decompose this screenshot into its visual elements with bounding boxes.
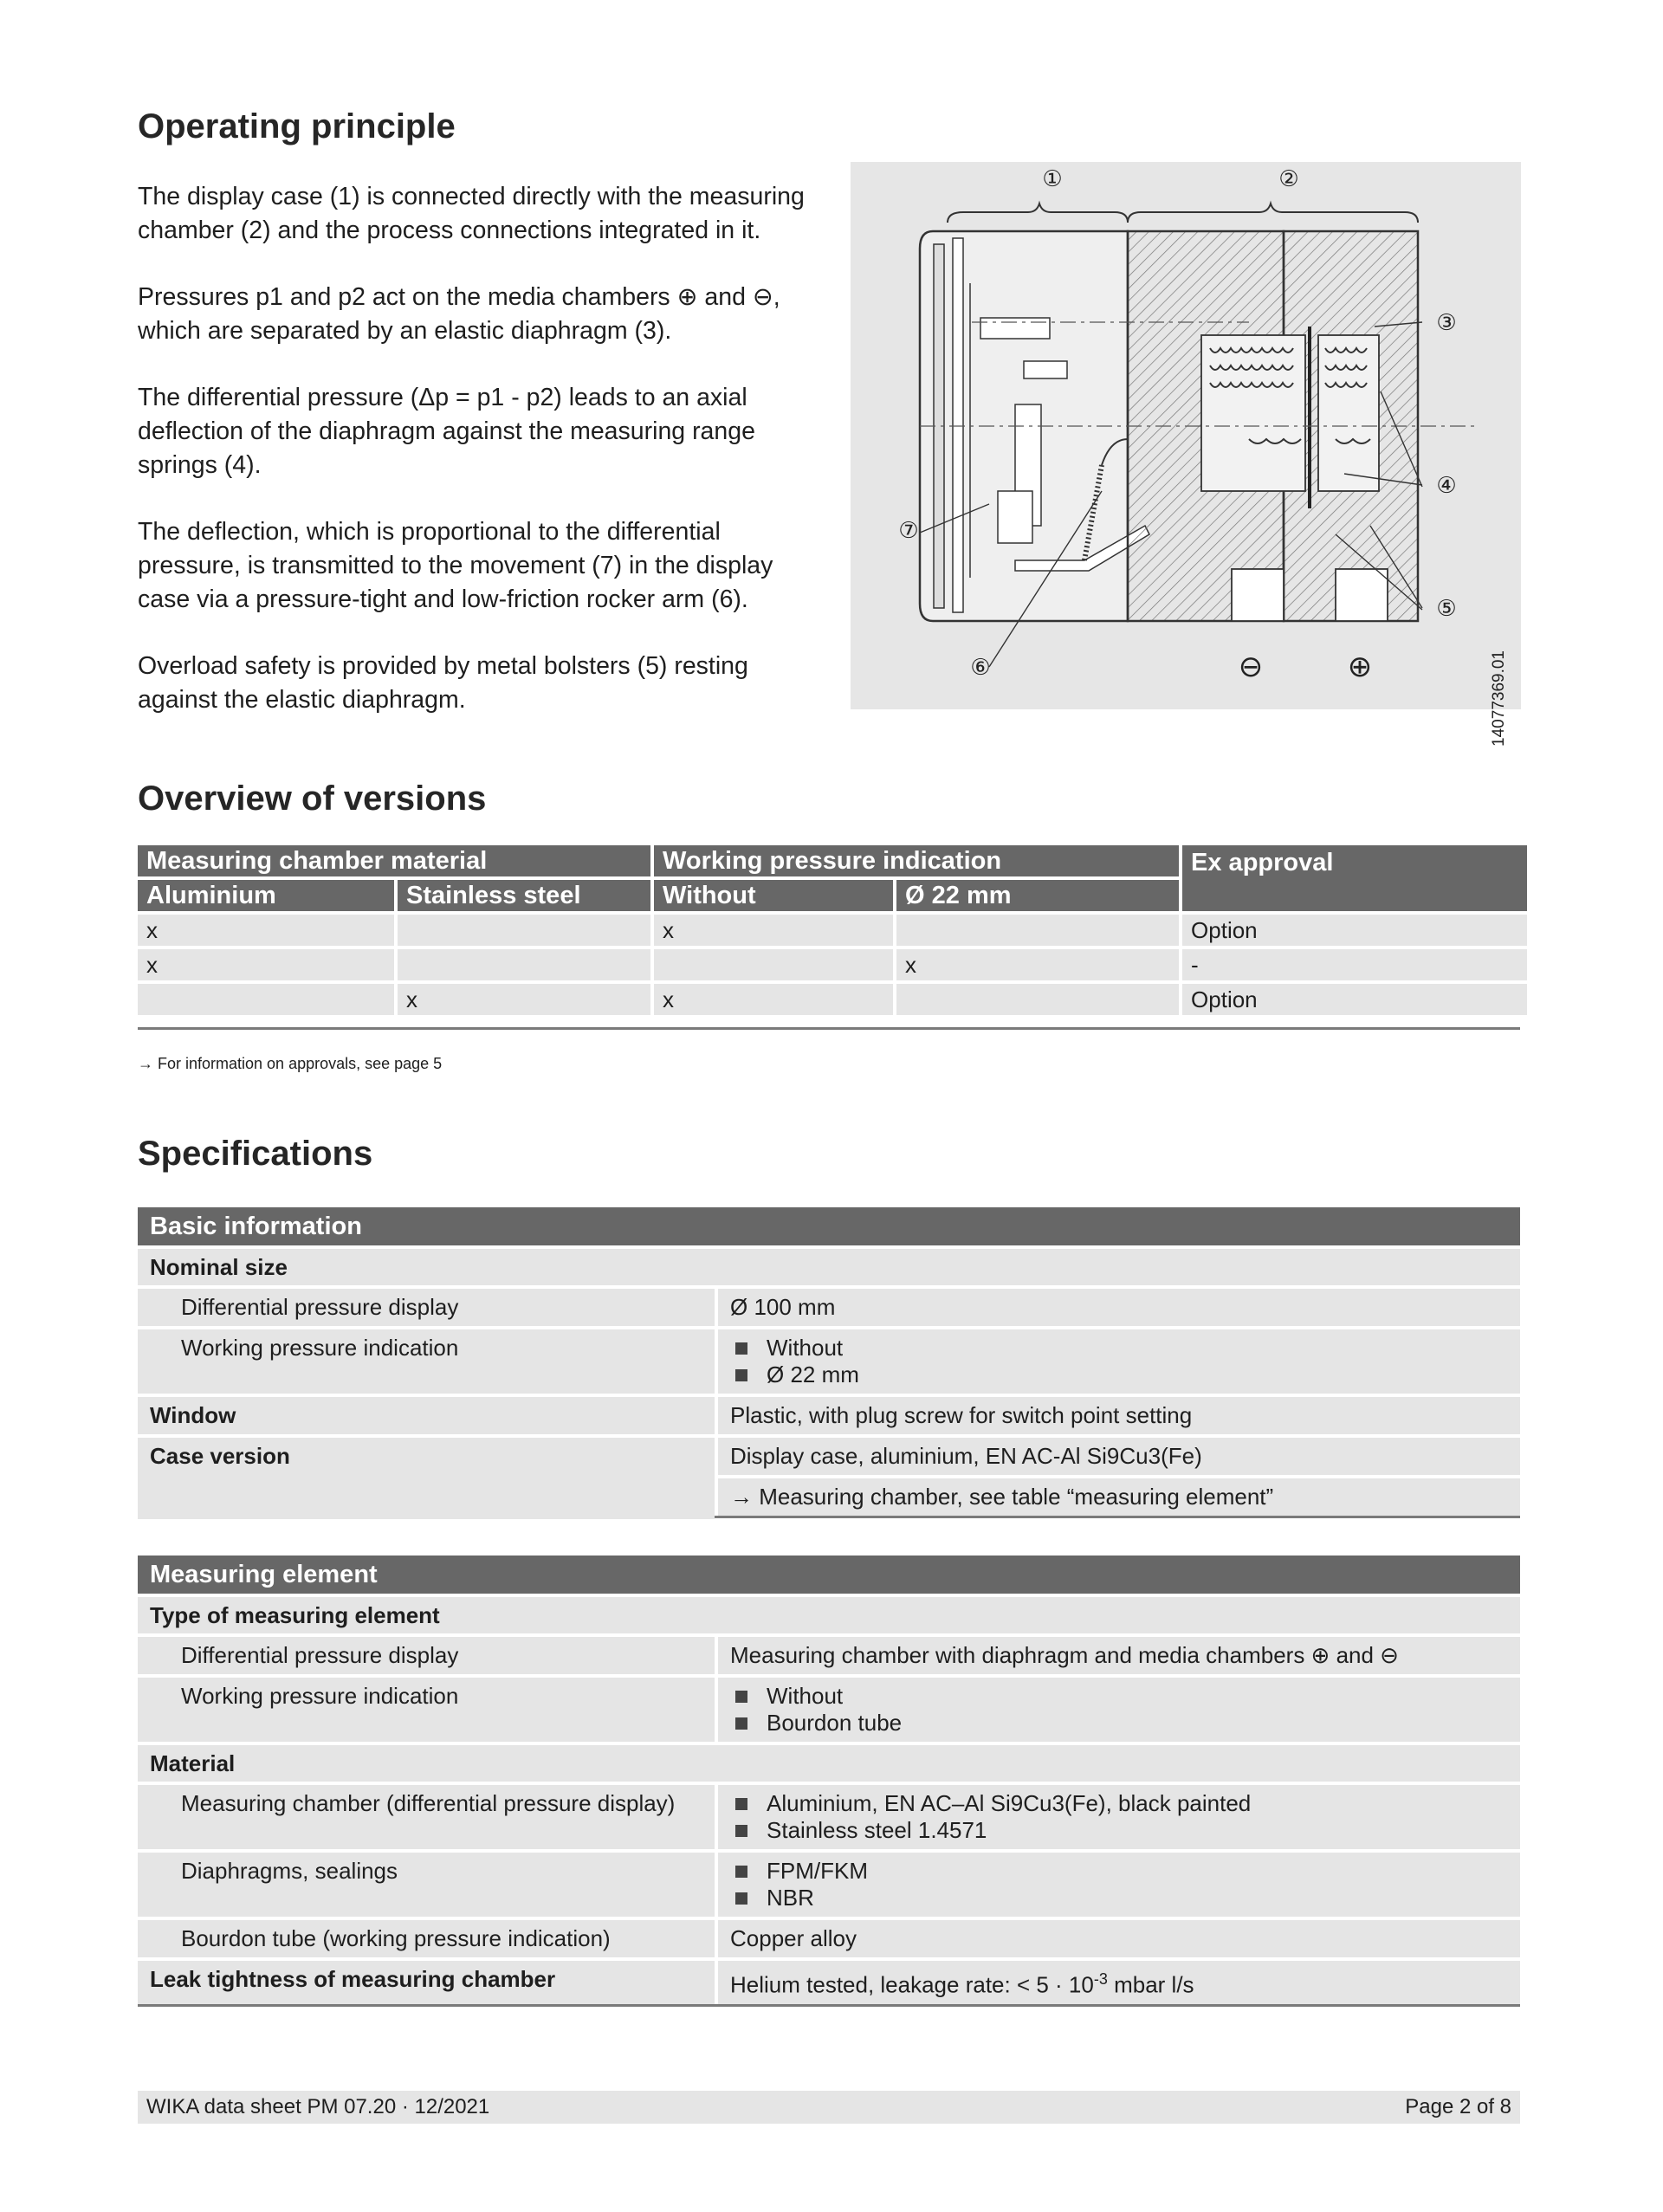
paragraph: The display case (1) is connected directly with the measuring chamber (2) and the process connections integrated in it. xyxy=(138,183,805,244)
table-row xyxy=(138,949,1527,980)
table-row xyxy=(138,1785,1520,1849)
table-cell: x xyxy=(654,984,893,1015)
callout-7: ⑦ xyxy=(898,518,919,544)
paragraph: Overload safety is provided by metal bolsters (5) resting against the elastic diaphragm. xyxy=(138,652,748,714)
table-row xyxy=(138,1397,1520,1434)
bullet-square-icon xyxy=(735,1717,747,1730)
table-row xyxy=(138,1678,1520,1742)
versions-title: Overview of versions xyxy=(138,779,487,818)
table-cell: x xyxy=(654,915,893,946)
row-label: Working pressure indication xyxy=(138,1678,715,1742)
bullet-square-icon xyxy=(735,1369,747,1381)
bullet-text: Without xyxy=(767,1683,844,1709)
bullet-text: NBR xyxy=(767,1885,814,1911)
header-ex-approval: Ex approval xyxy=(1182,845,1527,911)
row-value xyxy=(718,1961,1520,2004)
bullet-text: FPM/FKM xyxy=(767,1858,868,1884)
row-value: Ø 100 mm xyxy=(718,1289,1520,1326)
subheader-without: Without xyxy=(654,880,893,911)
table-cell xyxy=(654,949,893,980)
table-cell: x xyxy=(896,949,1179,980)
subheader-22mm: Ø 22 mm xyxy=(896,880,1179,911)
gauge-cross-section xyxy=(851,162,1521,709)
table-row xyxy=(138,1289,1520,1326)
section-header: Basic information xyxy=(138,1207,1520,1245)
row-value xyxy=(718,1785,1520,1849)
bullet-text: Stainless steel 1.4571 xyxy=(767,1817,987,1843)
table-row xyxy=(138,1853,1520,1917)
bullet-square-icon xyxy=(735,1691,747,1703)
table-row xyxy=(138,1961,1520,2004)
row-value xyxy=(718,1853,1520,1917)
table-row xyxy=(138,1920,1520,1957)
measuring-element-table xyxy=(138,1556,1520,2007)
paragraph: The deflection, which is proportional to the differential pressure, is transmitted to the movement (7) in the display case via a pressure-tight and low-friction rocker arm (6). xyxy=(138,518,773,613)
table-cell: Option xyxy=(1182,984,1527,1015)
case-value-1: Display case, aluminium, EN AC-Al Si9Cu3(Fe) xyxy=(718,1438,1520,1475)
page-number: Page 2 of 8 xyxy=(1405,2095,1511,2118)
row-label: Measuring chamber (differential pressure display) xyxy=(138,1785,715,1849)
row-label: Bourdon tube (working pressure indication) xyxy=(138,1920,715,1957)
row-label: Diaphragms, sealings xyxy=(138,1853,715,1917)
subheader-stainless-steel: Stainless steel xyxy=(398,880,650,911)
table-cell: x xyxy=(138,949,394,980)
table-row xyxy=(138,984,1527,1015)
leak-value: Helium tested, leakage rate: < 5 · 10 xyxy=(730,1971,1094,1998)
bullet-square-icon xyxy=(735,1798,747,1810)
operating-principle-title: Operating principle xyxy=(138,107,456,146)
bullet-square-icon xyxy=(735,1825,747,1837)
row-label: Differential pressure display xyxy=(138,1289,715,1326)
row-label: Working pressure indication xyxy=(138,1329,715,1394)
specifications-title: Specifications xyxy=(138,1135,373,1173)
type-label: Type of measuring element xyxy=(138,1597,1520,1633)
bullet-square-icon xyxy=(735,1866,747,1878)
table-row xyxy=(138,1438,1520,1519)
paragraph: The differential pressure (Δp = p1 - p2) leads to an axial deflection of the diaphragm against the measuring range springs (4). xyxy=(138,384,755,479)
table-rule xyxy=(138,2004,1520,2007)
callout-2: ② xyxy=(1278,166,1299,192)
table-cell xyxy=(896,984,1179,1015)
material-label: Material xyxy=(138,1745,1520,1782)
row-value: Measuring chamber with diaphragm and media chambers ⊕ and ⊖ xyxy=(718,1637,1520,1674)
row-label: Window xyxy=(138,1397,715,1434)
bullet-text: Bourdon tube xyxy=(767,1710,903,1736)
drawing-code: 14077369.01 xyxy=(1490,650,1508,747)
case-value-2: → Measuring chamber, see table “measuring element” xyxy=(718,1478,1520,1516)
subheader-aluminium: Aluminium xyxy=(138,880,394,911)
callout-1: ① xyxy=(1042,166,1063,192)
callout-5: ⑤ xyxy=(1436,596,1457,622)
header-working-pressure: Working pressure indication xyxy=(654,845,1179,876)
row-value xyxy=(718,1678,1520,1742)
row-label: Leak tightness of measuring chamber xyxy=(138,1961,715,2004)
callout-4: ④ xyxy=(1436,473,1457,499)
versions-table xyxy=(134,842,1530,1019)
table-row xyxy=(138,1637,1520,1674)
table-cell: Option xyxy=(1182,915,1527,946)
row-label: Differential pressure display xyxy=(138,1637,715,1674)
nominal-size-label: Nominal size xyxy=(138,1249,1520,1285)
leak-unit: mbar l/s xyxy=(1107,1971,1194,1998)
section-header: Measuring element xyxy=(138,1556,1520,1594)
row-value xyxy=(718,1438,1520,1519)
row-value: Plastic, with plug screw for switch point setting xyxy=(718,1397,1520,1434)
row-value xyxy=(718,1329,1520,1394)
header-chamber-material: Measuring chamber material xyxy=(138,845,650,876)
table-cell xyxy=(398,949,650,980)
row-value: Copper alloy xyxy=(718,1920,1520,1957)
table-cell xyxy=(398,915,650,946)
table-cell xyxy=(896,915,1179,946)
cross-section-drawing xyxy=(851,162,1521,747)
leak-exponent: -3 xyxy=(1093,1970,1108,1988)
paragraph: Pressures p1 and p2 act on the media chambers ⊕ and ⊖, which are separated by an elastic diaphragm (3). xyxy=(138,283,780,345)
basic-information-table xyxy=(138,1207,1520,1518)
row-label: Case version xyxy=(138,1438,715,1519)
callout-6: ⑥ xyxy=(970,655,991,681)
minus-chamber-symbol: ⊖ xyxy=(1238,650,1264,684)
callout-3: ③ xyxy=(1436,310,1457,336)
bullet-text: Aluminium, EN AC–Al Si9Cu3(Fe), black painted xyxy=(767,1790,1252,1816)
approvals-note: → For information on approvals, see page 5 xyxy=(138,1055,443,1072)
operating-principle-text xyxy=(138,180,822,750)
table-row xyxy=(138,1329,1520,1394)
page-footer xyxy=(138,2091,1520,2124)
table-rule xyxy=(138,1027,1520,1030)
table-row xyxy=(138,915,1527,946)
table-cell: x xyxy=(138,915,394,946)
bullet-square-icon xyxy=(735,1342,747,1355)
table-cell xyxy=(138,984,394,1015)
table-cell: - xyxy=(1182,949,1527,980)
datasheet-reference: WIKA data sheet PM 07.20 · 12/2021 xyxy=(146,2095,490,2118)
table-cell: x xyxy=(398,984,650,1015)
bullet-text: Without xyxy=(767,1335,844,1361)
bullet-text: Ø 22 mm xyxy=(767,1361,859,1387)
plus-chamber-symbol: ⊕ xyxy=(1347,650,1373,684)
bullet-square-icon xyxy=(735,1892,747,1905)
